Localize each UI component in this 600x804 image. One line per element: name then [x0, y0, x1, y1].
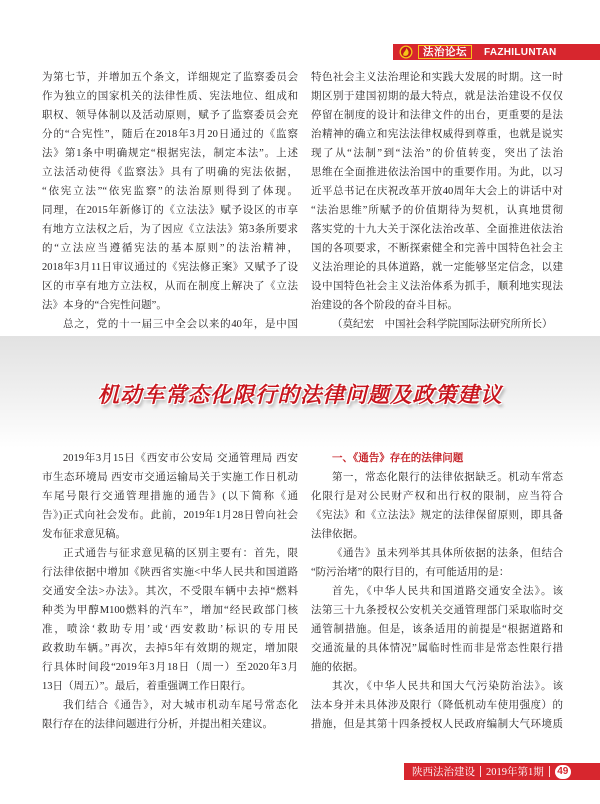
text-line: 设中国特色社会主义法治体系为抓手，顺利地实现法: [311, 281, 563, 292]
footer-divider: [549, 766, 550, 777]
text-line: 总之，党的十一届三中全会以来的40年，是中国: [63, 319, 298, 330]
article-title: 机动车常态化限行的法律问题及政策建议: [97, 383, 503, 407]
text-line: 告》)正式向社会发布。此前，2019年1月28日曾向社会: [42, 510, 298, 521]
text-line: 现了从“法制”到“法治”的价值转变，突出了法治: [311, 148, 563, 159]
text-line: 政救助车辆。”再次，去掉5年有效期的规定，增加限: [42, 643, 298, 654]
text-line: 作为独立的国家机关的法律性质、宪法地位、组成和: [42, 91, 298, 102]
text-line: 治精神的确立和宪法法律权威得到尊重，也就是说实: [311, 129, 563, 140]
paragraph: [42, 696, 298, 734]
footer-divider: [480, 766, 481, 777]
magazine-name: 陕西法治建设: [412, 767, 475, 778]
article-2-right-column: [311, 449, 563, 734]
text-line: “法治思维”所赋予的价值期待为契机，认真地贯彻: [311, 205, 563, 216]
text-line: 立法活动使得《监察法》具有了明确的宪法依据，: [42, 167, 298, 178]
text-line: 国的各项要求，不断探索健全和完善中国特色社会主: [311, 243, 563, 254]
text-line: 法》第1条中明确规定“根据宪法，制定本法”。上述: [42, 148, 298, 159]
article-2-left-column: [42, 449, 298, 734]
issue-label: 2019年第1期: [486, 767, 544, 778]
text-line: 准，喷涂‘救助专用’或‘西安救助’标识的专用民: [42, 624, 298, 635]
text-line: 近平总书记在庆祝改革开放40周年大会上的讲话中对: [311, 186, 563, 197]
text-line: 施的依据。: [311, 662, 364, 673]
article-1-left-column: [42, 68, 298, 334]
text-line: 化限行是对公民财产权和出行权的限制，应当符合: [311, 491, 563, 502]
text-line: 有地方立法权之后，为了因应《立法法》第3条所要求: [42, 224, 298, 235]
text-line: 法第三十九条授权公安机关交通管理部门采取临时交: [311, 605, 563, 616]
text-line: 义法治理论的具体道路，就一定能够坚定信念，以建: [311, 262, 563, 273]
text-line: 行具体时间段“2019年3月18日（周一）至2020年3月: [42, 662, 298, 673]
text-line: 落实党的十九大关于深化法治改革、全面推进依法治: [311, 224, 563, 235]
text-line: 我们结合《通告》，对大城市机动车尾号常态化: [63, 700, 298, 711]
paragraph: [311, 677, 563, 734]
text-line: 交通安全法>办法》。其次，不受限车辆中去掉“燃料: [42, 586, 298, 597]
text-line: 期区别于建国初期的最大特点，就是法治建设不仅仅: [311, 91, 563, 102]
text-line: 同理，在2015年新修订的《立法法》赋予设区的市享: [42, 205, 298, 216]
text-line: 《宪法》和《立法法》规定的法律保留原则，即具备: [311, 510, 563, 521]
text-line: 第一，常态化限行的法律依据缺乏。机动车常态: [332, 472, 563, 483]
text-line: 的“立法应当遵循宪法的基本原则”的法治精神，: [42, 243, 298, 254]
page-footer-bar: [404, 763, 600, 780]
text-line: 《通告》虽未列举其具体所依据的法条，但结合: [332, 548, 563, 559]
paragraph: [42, 449, 298, 544]
text-line: 种类为甲醇M100燃料的汽车”，增加“经民政部门核: [42, 605, 298, 616]
text-line: 特色社会主义法治理论和实践大发展的时期。这一时: [311, 72, 563, 83]
text-line: 通管制措施。但是，该条适用的前提是“根据道路和: [311, 624, 563, 635]
text-line: 限行存在的法律问题进行分析，并提出相关建议。: [42, 719, 273, 730]
paragraph: [311, 544, 563, 582]
text-line: 市生态环境局 西安市交通运输局关于实施工作日机动: [42, 472, 298, 483]
paragraph: [42, 315, 298, 334]
text-line: 停留在制度的设计和法律文件的出台，更重要的是法: [311, 110, 563, 121]
section-title: 法治论坛: [418, 45, 472, 59]
text-line: 2018年3月11日审议通过的《宪法修正案》又赋予了设: [42, 262, 298, 273]
page-number: 49: [555, 765, 571, 779]
article-1-right-column: [311, 68, 563, 334]
text-line: 首先，《中华人民共和国道路交通安全法》。该: [332, 586, 563, 597]
text-line: 车尾号限行交通管理措施的通告》(以下简称《通: [42, 491, 298, 502]
text-line: “依宪立法”“依宪监察”的法治原则得到了体现。: [42, 186, 298, 197]
paragraph: [311, 582, 563, 677]
text-line: 区的市享有地方立法权，从而在制度上解决了《立法: [42, 281, 298, 292]
paragraph: [311, 468, 563, 544]
text-line: 行法律依据中增加《陕西省实施<中华人民共和国道路: [42, 567, 298, 578]
text-line: 13日（周五）”。最后，着重强调工作日限行。: [42, 681, 252, 692]
section-header-bar: [393, 44, 600, 60]
paragraph: [311, 68, 563, 315]
flame-emblem-icon: [399, 45, 413, 59]
text-line: 正式通告与征求意见稿的区别主要有：首先，限: [63, 548, 298, 559]
text-line: 职权、领导体制以及活动原则，赋予了监察委员会充: [42, 110, 298, 121]
text-line: 交通流量的具体情况”属临时性而非是常态性限行措: [311, 643, 563, 654]
author-byline: （莫纪宏 中国社会科学院国际法研究所所长）: [332, 319, 553, 330]
text-line: 为第七节，并增加五个条文，详细规定了监察委员会: [42, 72, 298, 83]
text-line: 2019年3月15日《西安市公安局 交通管理局 西安: [63, 453, 298, 464]
text-line: 分的“合宪性”，随后在2018年3月20日通过的《监察: [42, 129, 298, 140]
text-line: 法律依据。: [311, 529, 364, 540]
section-heading: 一、《通告》存在的法律问题: [332, 453, 464, 464]
text-line: 法本身并未具体涉及限行（降低机动车使用强度）的: [311, 700, 563, 711]
paragraph: [42, 544, 298, 696]
text-line: 发布征求意见稿。: [42, 529, 126, 540]
text-line: “防污治堵”的限行目的，有可能适用的是：: [311, 567, 510, 578]
text-line: 治建设的各个阶段的奋斗目标。: [311, 300, 458, 311]
paragraph: [42, 68, 298, 315]
text-line: 法》本身的“合宪性问题”。: [42, 300, 167, 311]
text-line: 措施，但是其第十四条授权人民政府编制大气环境质: [311, 719, 563, 730]
section-title-pinyin: FAZHILUNTAN: [484, 46, 557, 58]
text-line: 其次，《中华人民共和国大气污染防治法》。该: [332, 681, 563, 692]
text-line: 思维在全面推进依法治国中的重要作用。为此，以习: [311, 167, 563, 178]
